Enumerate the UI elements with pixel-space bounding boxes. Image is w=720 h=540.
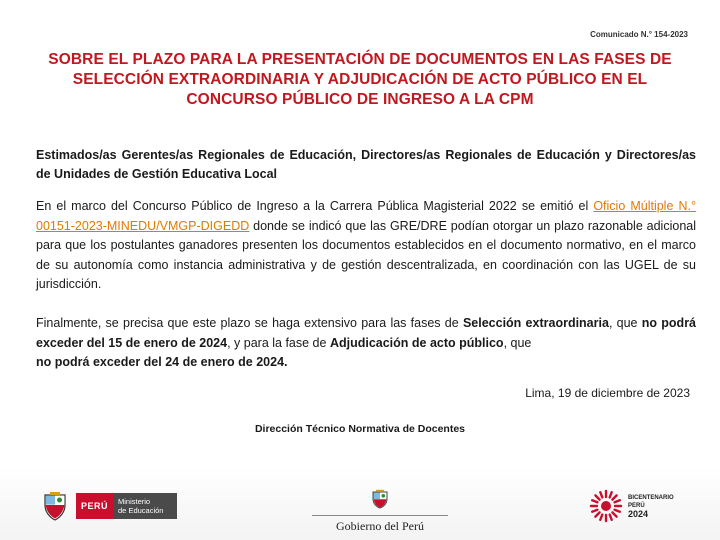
paragraph-1: [36, 197, 696, 295]
peru-label: PERÚ: [76, 493, 113, 519]
p2-bold-1: Selección extraordinaria: [462, 316, 609, 330]
bicentenario-emblem-icon: [588, 488, 624, 524]
p2-bold-3: Adjudicación de acto público: [329, 335, 504, 350]
ministry-line-2: de Educación: [118, 506, 164, 515]
bicentenario-logo: [588, 488, 674, 524]
p2-bold-4: no podrá exceder del 24 de enero de 2024.: [36, 355, 288, 369]
bicent-line-1: BICENTENARIO: [628, 495, 674, 501]
gobierno-label: Gobierno del Perú: [336, 519, 424, 533]
bicentenario-text: [628, 494, 674, 518]
gob-divider: [312, 515, 448, 516]
bicent-line-2: PERÚ: [628, 503, 645, 509]
gobierno-logo: [312, 489, 448, 534]
coat-of-arms-icon: [42, 491, 68, 521]
paragraph-1-text-b: donde se indicó que las GRE/DRE podían otorgar un plazo razonable adicional para que los postulantes ganadores presenten los documentos establecidos en el documento normativo, en el marco de su autonomía como instancia administrativa y de gestión descentralizada, en coordinación con las UGEL de su jurisdicción.: [36, 218, 696, 291]
ministry-line-1: Ministerio: [118, 497, 151, 506]
ministry-label: [113, 493, 177, 519]
p2-text-3: , y para la fase de: [227, 335, 330, 350]
p2-text-2: , que: [608, 316, 642, 330]
greeting: Estimados/as Gerentes/as Regionales de Educación, Directores/as Regionales de Educación y Directores/as de Unidades de Gestión Educativa Local: [36, 148, 696, 181]
paragraph-2: [36, 314, 696, 373]
document-title: SOBRE EL PLAZO PARA LA PRESENTACIÓN DE DOCUMENTOS EN LAS FASES DE SELECCIÓN EXTRAORDINARIA Y ADJUDICACIÓN DE ACTO PÚBLICO EN EL CONCURSO PÚBLICO DE INGRESO A LA CPM: [48, 51, 672, 108]
p2-text-1: Finalmente, se precisa que este plazo se haga extensivo para las fases de: [36, 316, 463, 330]
minedu-logo: [42, 489, 177, 523]
bicent-line-3: 2024: [628, 509, 649, 519]
oficio-link[interactable]: Oficio Múltiple N.° 00151-2023-MINEDU/VMGP-DIGEDD: [36, 199, 696, 233]
document-date: Lima, 19 de diciembre de 2023: [525, 386, 690, 400]
signature: Dirección Técnico Normativa de Docentes: [254, 423, 466, 435]
paragraph-1-text-a: En el marco del Concurso Público de Ingreso a la Carrera Pública Magisterial 2022 se emitió el: [36, 199, 594, 213]
p2-bold-2: no podrá exceder del 15 de enero de 2024: [36, 316, 697, 350]
small-coat-of-arms-icon: [370, 489, 390, 509]
p2-text-4: , que: [503, 335, 532, 350]
comunicado-number: Comunicado N.° 154-2023: [590, 30, 688, 39]
